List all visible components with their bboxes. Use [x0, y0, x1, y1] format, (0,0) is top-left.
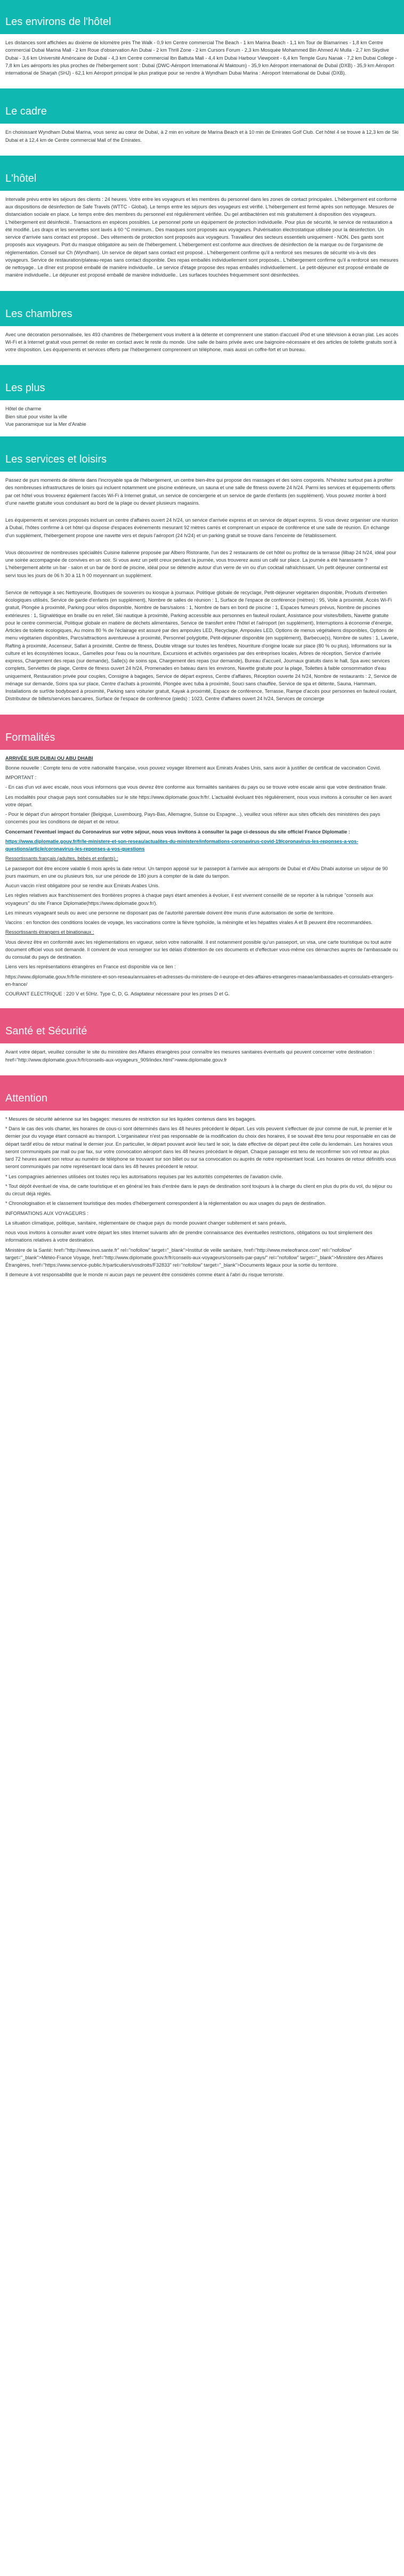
services-text-3: Vous découvrirez de nombreuses spécialités Cuisine italienne proposée par Albero Ristorante, l'un des 2 restaurants de cet hôtel ou profitez de la terrasse (lilbap 24 h/24, idéal pour une soirée accompagnée de convives en un soir. Si vous avez un petit creux pendant la journée, vous trouverez aussi un café sur place. La journée a été harassante ? L'hébergement abrite un bar - salon et un bar de bord de piscine, idéal pour se détendre autour d'un verre de vin ou d'un cocktail rafraîchissant. Un petit déjeuner continental est servi tous les jours de 06 h 30 à 11 h 00 moyennant un supplément.: [5, 549, 398, 578]
formalites-line: Les mineurs voyageant seuls ou avec une personne ne disposant pas de l'autorité parentale doivent être munis d'une autorisation de sortie de territoire.: [5, 910, 334, 916]
formalites-line: Ressortissants français (adultes, bébés et enfants) :: [5, 856, 118, 862]
attention-line: INFORMATIONS AUX VOYAGEURS :: [5, 1210, 88, 1216]
formalites-line: - Pour le départ d'un aéroport frontalier (Belgique, Luxembourg, Pays-Bas, Allemagne, Suisse ou Espagne...), veuillez vous référer aux sites officiels des ministères des pays concernés pour les conditions de départ et de retour.: [5, 812, 382, 825]
services-heading: Les services et loisirs: [0, 436, 404, 472]
services-section: [0, 472, 404, 715]
plus-item: Bien situé pour visiter la ville: [5, 414, 67, 419]
formalites-line: COURANT ELECTRIQUE : 220 V et 50Hz. Type C, D, G. Adaptateur nécessaire pour les prises D et G.: [5, 991, 230, 997]
attention-line: * Chronologisation et le classement touristique des modes d'hébergement correspondent à la réglementation ou aux usages du pays de destination.: [5, 1201, 326, 1206]
attention-line: * Les compagnies aériennes utilisées ont toutes reçu les autorisations requises par les autorités compétentes de l'aviation civile.: [5, 1173, 283, 1179]
chambres-heading: Les chambres: [0, 291, 404, 326]
cadre-section: [0, 124, 404, 156]
hotel-heading: L'hôtel: [0, 156, 404, 191]
sante-heading: Santé et Sécurité: [0, 1008, 404, 1043]
formalites-heading: Formalités: [0, 715, 404, 750]
attention-section: [0, 1111, 404, 1290]
formalites-line: Bonne nouvelle : Compte tenu de votre nationalité française, vous pouvez voyager librement aux Emirats Arabes Unis, sans avoir à justifier de certificat de vaccination Covid.: [5, 765, 381, 771]
formalites-line: - En cas d'un vol avec escale, nous vous informons que vous devrez être conforme aux formalités sanitaires du pays ou se trouve votre escale ainsi que votre destination finale.: [5, 784, 387, 790]
services-text-2: Les équipements et services proposés incluent un centre d'affaires ouvert 24 h/24, un service d'arrivée express et un service de départ express. Si vous devez organiser une réunion à Dubaï, l'hôtes confirme à cet hôtel qui dispose d'espaces événements mesurant 92 mètres carrés et comprenant un espace de conférence et une salle de réunion. En échange d'un supplément, l'hébergement propose une navette vers et depuis l'aéroport (24 h/24) et un parking gratuit se trouve dans l'enceinte de l'établissement.: [5, 517, 400, 538]
formalites-line: Le passeport doit être encore valable 6 mois après la date retour. Un tampon apposé sur le passeport à l'arrivée aux aéroports de Dubaï et d'Abu Dhabi autorise un séjour de 90 jours maximum, en une ou plusieurs fois, sur une période de 180 jours à compter de la date du tampon.: [5, 865, 390, 879]
formalites-line: Vaccins : en fonction des conditions locales de voyage, les vaccinations contre la fièvre typhoïde, la méningite et les hépatites virales A et B peuvent être recommandées.: [5, 920, 373, 925]
hotel-text: Intervalle prévu entre les séjours des clients : 24 heures. Votre entre les voyageurs et les membres du personnel dans les zones de contact principales. L'hébergement est conforme aux dispositions de désinfection de Safe Travels (WTTC - Global). Le temps entre les séjours des voyageurs est vérifié. L'hébergement est fermé après son nettoyage. Mesures de distanciation sociale en place. Le temps entre des membres du personnel est régulièrement vérifiée. Du gel antibactérien est mis gratuitement à disposition des voyageurs. L'hébergement est désinfecté.. Transactions en espèces possibles. Le personnel porte un équipement de protection individuelle. Pour plus de sécurité, le service de restauration a été modifié. Les draps et les serviettes sont lavés à 60 °C minimum.. Des masques sont proposés aux voyageurs. Pulvérisation électrostatique utilisée pour la désinfection. Un service d'arrivée sans contact est proposé.. Des vêtements de protection sont proposés aux voyageurs. Travailleur des secteurs essentiels uniquement - NON. Des gants sont proposés aux voyageurs. Port du masque obligatoire au sein de l'hébergement. L'hébergement est conforme aux directives de désinfection de la marque ou de l'organisme de réglementation. Conseil sur Ch (Wyndham). Un service de départ sans contact est proposé.. L'hébergement confirme qu'il a renforcé ses mesures de sécurité vis-à-vis des voyageurs. Service de restauration/plateau-repas sans contact disponible. Des repas emballés individuellement sont proposés.. L'hébergement confirme qu'il a renforcé ses mesures de nettoyage.. Le dîner est proposé emballé de manière individuelle.. Le service d'étage propose des repas emballés individuellement.. Le petit-déjeuner est proposé emballé de manière individuelle.. Le déjeuner est proposé emballé de manière individuelle.. Les surfaces touchées fréquemment sont désinfectées.: [5, 196, 400, 278]
formalites-line: ARRIVÉE SUR DUBAI OU ABU DHABI: [5, 755, 93, 761]
chambres-text: Avec une décoration personnalisée, les 493 chambres de l'hébergement vous invitent à la détente et comprennent une station d'accueil iPod et une télévision à écran plat. Les accès Wi-Fi et à Internet gratuit vous permet de rester en contact avec le reste du monde. Une salle de bains privée avec une baignoire-nécessaire et des articles de toilette gratuits sont à votre disposition. Les équipements et services offerts par l'hébergement comprennent un téléphone, mais aussi un coffre-fort et un bureau.: [5, 331, 400, 352]
plus-section: [0, 400, 404, 436]
attention-heading: Attention: [0, 1075, 404, 1111]
environs-section: [0, 34, 404, 88]
formalites-line: IMPORTANT :: [5, 775, 37, 780]
plus-item: Vue panoramique sur la Mer d'Arabie: [5, 421, 86, 427]
cadre-text: En choisissant Wyndham Dubai Marina, vous serez au cœur de Dubaï, à 2 min en voiture de Marina Beach et à 10 min de Emirates Golf Club. Cet hôtel 4 se trouve à 12,3 km de Ski Dubai et à 12,4 km de Centre commercial Mall of the Emirates.: [5, 129, 400, 143]
plus-item: Hôtel de charme: [5, 406, 42, 412]
formalites-line: Liens vers les représentations étrangères en France est disponible via ce lien :: [5, 964, 176, 970]
plus-heading: Les plus: [0, 365, 404, 400]
hotel-section: [0, 191, 404, 291]
services-text-4: Service de nettoyage à sec Nettoyeurie, Boutiques de souvenirs ou kiosque à journaux. Politique globale de recyclage, Petit-déjeuner végétarien disponible, Produits d'entretien écologiques utilisés, Service de garde d'enfants (en supplément), Nombre de salles de réunion : 1, Surface de l'espace de conférence (mètres) : 95, Voile à proximité, Accès Wi-Fi gratuit, Plongée à proximité, Parking pour vélos disponible, Nombre de bars/salons : 1, Nombre de bars en bord de piscine : 1, Espaces fumeurs prévus, Nombre de piscines extérieures : 1, Signalétique en braille ou en relief, Ski nautique à proximité, Parking accessible aux personnes en fauteuil roulant, Assistance pour visites/billets, Navette gratuite pour le centre commercial, Politique globale en matière de déchets alimentaires, Service de transfert entre l'hôtel et l'aéroport (en supplément), Interruptions à économie d'énergie, Articles de toilette écologiques, Au moins 80 % de l'éclairage est assuré par des ampoules LED, Recyclage, Ampoules LED, Options de menus végétaliens disponibles, Options de menu végétarien disponibles, Parcs/attractions aventureuse à proximité, Personnel polyglotte, Petit-déjeuner disponible (en supplément), Barbecue(s), Nombre de suites : 1, Laverie, Rafting à proximité, Ascenseur, Safari à proximité, Centre de fitness, Double vitrage sur toutes les fenêtres, Nourriture d'origine locale sur place (80 % ou plus), Informations sur la culture et les écosystèmes locaux., Gamelles pour l'eau ou la nourriture, Excursions et activités organisées par des entreprises locales, Arbres de réception, Service d'arrivée express, Chargement des repas (sur demande), Salle(s) de soins spa, Chargement des repas (sur demande), Bureau d'accueil, Journaux gratuits dans le hall, Spa avec services complets, Serviettes de plage, Centre de fitness ouvert 24 h/24, Promenades en bateau dans les environs, Navette gratuite pour la plage, Toilettes à faible consommation d'eau uniquement, Restauration privée pour couples, Consigne à bagages, Service de départ express, Centre d'affaires, Réception ouverte 24 h/24, Nombre de restaurants : 2, Service de ménage sur demande, Soins spa sur place, Centre d'achats à proximité, Plongée avec tuba à proximité, Souci sans chauffée, Service de spa et détente, Sauna, Hammam, Installations de surf/de bodyboard à proximité, Parking sans voiturier gratuit, Kayak à proximité, Espace de conférence, Terrasse, Rampe d'accès pour personnes en fauteuil roulant, Distributeur de billets/services bancaires, Surface de l'espace de conférence (pieds) : 1023, Centre d'affaires ouvert 24 h/24, Services de concierge: [5, 589, 400, 702]
attention-line: Il demeure à vot responsabilité que le monde ni aucun pays ne peuvent être considérés comme étant à l'abri du risque terroriste.: [5, 1272, 284, 1278]
formalites-line: Les règles relatives aux franchissement des frontières propres à chaque pays étant amenées à évoluer, il est vivement conseillé de se reporter à la rubrique "conseils aux voyageurs" du site France Diplomatie(https://www.diplomatie.gouv.fr/).: [5, 893, 375, 906]
attention-line: * Mesures de sécurité aérienne sur les bagages: mesures de restriction sur les liquides contenus dans les bagages.: [5, 1116, 256, 1122]
attention-line: nous vous invitons à consulter avant votre départ les sites Internet suivants afin de prendre connaissance des éventuelles restrictions, obligations ou tout simplement des informations relatives à votre destination.: [5, 1230, 374, 1243]
environs-text: Les distances sont affichées au dixième de kilomètre près The Walk - 0,9 km Centre commercial The Beach - 1 km Marina Beach - 1,1 km Tour de Blamarines - 1,8 km Centre commercial Dubai Marina Mall - 2 km Roue d'observation Ain Dubai - 2 km Thrill Zone - 2 km Cursors Forum - 2,3 km Mosquée Mohammed Bin Ahmed Al Mulla - 2,7 km Skydive Dubai - 3,6 km Université Américaine de Dubaï - 4,3 km Centre commercial Ibn Battuta Mall - 4,4 km Dubai Harbour Viewpoint - 6,4 km Temple Guru Nanak - 7,2 km Dubai College - 7,8 km Les aéroports les plus proches de l'hébergement sont : Dubaï (DWC-Aéroport International Al Maktoum) - 35,9 km Aéroport international de Dubaï (DXB) - 35,9 km Aéroport international de Sharjah (SHJ) - 62,1 km Aéroport principal le plus pratique pour se rendre à Wyndham Dubai Marina : Aéroport International de Dubaï (DXB).: [5, 40, 399, 76]
services-text-1: Passez de purs moments de détente dans l'incroyable spa de l'hébergement, un centre bien-être qui propose des massages et des soins corporels. N'hésitez surtout pas à profiter des nombreuses infrastructures de loisirs qui incluent notamment une piscine extérieure, un sauna et une salle de fitness ouverte 24 h/24. Parmi les services et équipements offerts par cet hôtel vous trouverez également l'accès Wi-Fi à Internet gratuit, un service de conciergerie et un service de garde d'enfants (en supplément). Vous pouvez monter à bord d'une navette gratuite vous conduisant au bord de la plage ou devant plusieurs magasins.: [5, 477, 397, 506]
formalites-line: Vous devrez être en conformité avec les réglementations en vigueur, selon votre nationalité. Il est notamment possible qu'un passeport, un visa, une carte touristique ou tout autre document officiel vous soit demandé. Il convient de vous renseigner sur les délais d'obtention de ces documents et d'effectuer vous-même ces démarches auprès de l'ambassade ou du consulat du pays de destination.: [5, 939, 400, 960]
chambres-section: [0, 326, 404, 366]
formalites-section: [0, 750, 404, 1009]
formalites-line: Aucun vaccin n'est obligatoire pour se rendre aux Emirats Arabes Unis.: [5, 883, 160, 888]
sante-text: Avant votre départ, veuillez consulter le site du ministère des Affaires étrangères pour connaître les mesures sanitaires éventuels qui peuvent concerner votre destination : href="http://www.diplomatie.gouv.fr/fr/conseils-aux-voyageurs_909/index.html">www.diplomatie.gouv.fr: [5, 1049, 376, 1063]
formalites-line: Ressortissants étrangers et binationaux :: [5, 929, 94, 935]
diplomatie-covid-link[interactable]: https://www.diplomatie.gouv.fr/fr/le-ministere-et-son-reseau/actualites-du-ministere/informations-coronavirus-covid-19/coronavirus-les-reponses-a-vos-questions/article/coronavirus-les-reponses-a-vos-questions: [5, 838, 359, 852]
cadre-heading: Le cadre: [0, 88, 404, 124]
ministere-links[interactable]: Ministère de la Santé: href="http://www.invs.sante.fr" rel="nofollow" target="_blank">Institut de veille sanitaire, href="http://www.meteofrance.com" rel="nofollow" target="_blank">Météo-France Voyage, href="http://www.diplomatie.gouv.fr/fr/conseils-aux-voyageurs/conseils-par-pays/" rel="nofollow" target="_blank">Ministère des Affaires Étrangères, href="https://www.service-public.fr/particuliers/vosdroits/F32833" rel="nofollow" target="_blank">Documents légaux pour la sortie du territoire.: [5, 1247, 385, 1268]
attention-line: * Dans le cas des vols charter, les horaires de cous-ci sont déterminés dans les 48 heures précédent le départ. Les vols peuvent s'effectuer de jour comme de nuit, le premier et le dernier jour du voyage étant consacré au transport. L'organisateur n'est pas responsable de la modification du choix des horaires, il se souvait être tenu pour responsable en cas de départ tardif et/ou de retour matinal le dernier jour. En particulier, le départ pouvant avoir lieu tard le soir, la date effective de départ peut être celle du lendemain. Les horaires vous seront communiqués par mail ou par fax, sur votre convocation aéroport dans les 48 heures précédant le départ. Chaque passager est tenu de reconfirmer son vol retour au plus tard 72 heures avant son retour au numéro de téléphone se trouvant sur son billet ou sur sa convocation ou auprès de notre représentant local. Les horaires de retour définitifs vous seront communiqués par notre représentant local dans les 48 heures précédent le retour.: [5, 1126, 398, 1170]
formalites-line: Les modalités pour chaque pays sont consultables sur le site https://www.diplomatie.gouv.fr/fr/. L'actualité évoluant très régulièrement, nous vous invitons à consulter ce lien avant votre départ.: [5, 794, 393, 807]
attention-line: * Tout dépôt éventuel de visa, de carte touristique et en général les frais d'entrée dans le pays de destination sont toujours à la charge du client en plus du prix du vol, du séjour ou du circuit déjà réglés.: [5, 1183, 394, 1196]
environs-heading: Les environs de l'hôtel: [0, 0, 404, 34]
formalites-line: Concernant l'éventuel impact du Coronavirus sur votre séjour, nous vous invitons à consulter la page ci-dessous du site officiel France Diplomatie :: [5, 829, 350, 835]
representations-link[interactable]: https://www.diplomatie.gouv.fr/fr/le-ministere-et-son-reseau/annuaires-et-adresses-du-ministere-de-l-europe-et-des-affaires-etrangeres-maeae/ambassades-et-consulats-etrangers-en-france/: [5, 974, 394, 987]
sante-section: [0, 1043, 404, 1075]
attention-line: La situation climatique, politique, sanitaire, réglementaire de chaque pays du monde pouvant changer subitement et sans préavis,: [5, 1220, 287, 1226]
